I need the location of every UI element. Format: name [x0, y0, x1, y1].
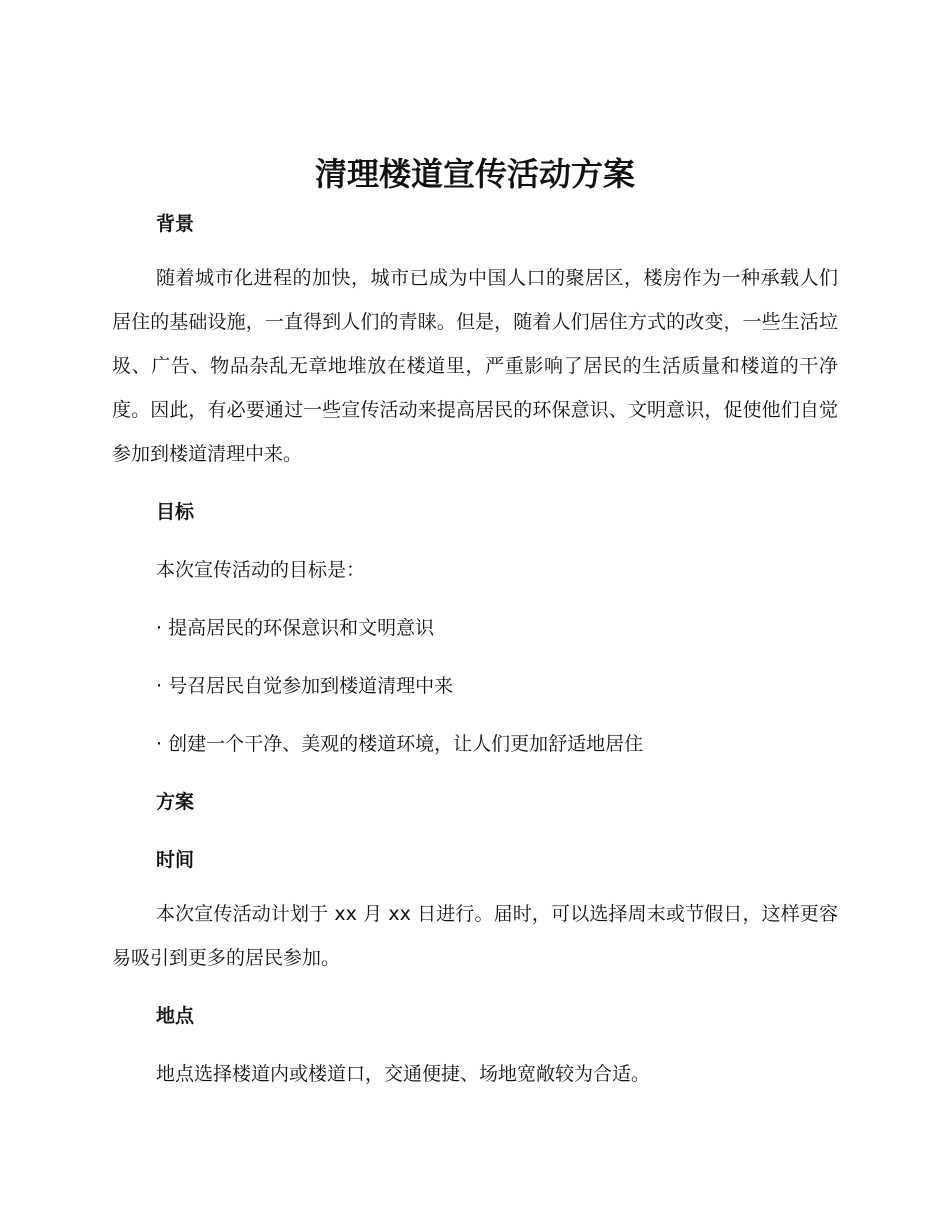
- goals-list: [112, 614, 838, 758]
- paragraph-location: 地点选择楼道内或楼道口，交通便捷、场地宽敞较为合适。: [156, 1063, 651, 1085]
- paragraph-background: 随着城市化进程的加快，城市已成为中国人口的聚居区，楼房作为一种承载人们居住的基础设施，一直得到人们的青睐。但是，随着人们居住方式的改变，一些生活垃圾、广告、物品杂乱无章地堆放在楼道里，严重影响了居民的生活质量和楼道的干净度。因此，有必要通过一些宣传活动来提高居民的环保意识、文明意识，促使他们自觉参加到楼道清理中来。: [112, 267, 838, 465]
- heading-time: 时间: [156, 849, 195, 871]
- heading-location: 地点: [156, 1005, 195, 1027]
- document-title: 清理楼道宣传活动方案: [314, 155, 635, 193]
- goals-intro: 本次宣传活动的目标是：: [156, 559, 366, 581]
- list-item: · 提高居民的环保意识和文明意识: [156, 617, 435, 639]
- heading-plan: 方案: [156, 791, 195, 813]
- heading-goals: 目标: [156, 501, 195, 523]
- paragraph-time: 本次宣传活动计划于 xx 月 xx 日进行。届时，可以选择周末或节假日，这样更容易吸引到更多的居民参加。: [112, 903, 838, 969]
- list-item: · 号召居民自觉参加到楼道清理中来: [156, 675, 454, 697]
- heading-background: 背景: [156, 213, 195, 235]
- list-item: · 创建一个干净、美观的楼道环境，让人们更加舒适地居住: [156, 733, 644, 755]
